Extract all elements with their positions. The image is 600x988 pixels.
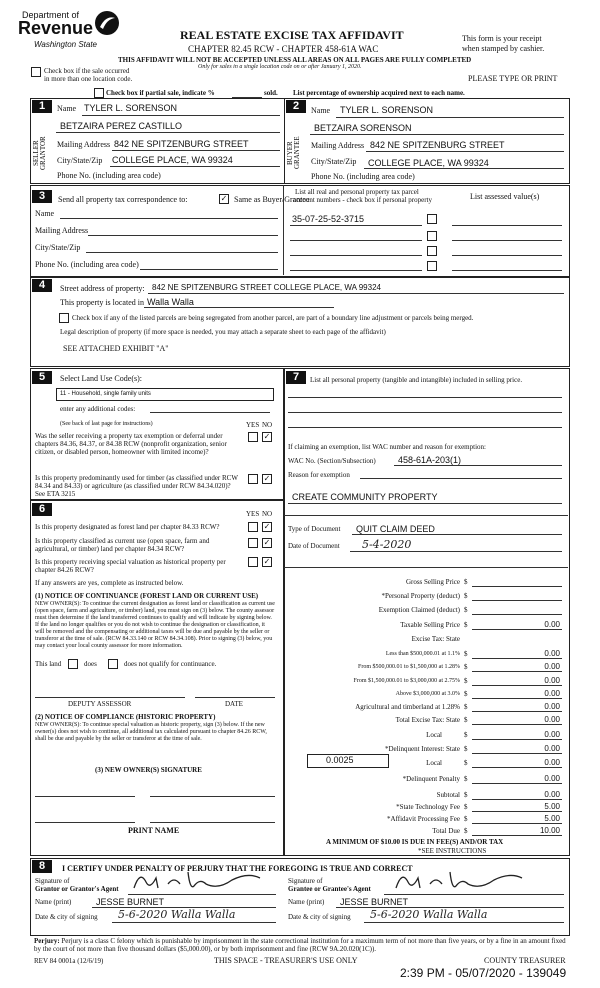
buyer-name-1[interactable]: TYLER L. SORENSON — [340, 105, 434, 115]
legal-description[interactable]: SEE ATTACHED EXHIBIT "A" — [63, 344, 169, 353]
tax-row-symbol: $ — [464, 759, 468, 767]
tax-row-value[interactable]: 5.00 — [544, 814, 560, 823]
see-back-label: (See back of last page for instructions) — [60, 421, 153, 427]
sec6-no-label: NO — [262, 510, 273, 518]
sec6-q3: Is this property receiving special valuation as historical property per chapter 84.26 RCW? — [35, 558, 226, 574]
sec5-q1-yes-checkbox[interactable] — [248, 432, 258, 442]
tax-row-symbol: $ — [464, 677, 468, 685]
same-as-buyer-label: Same as Buyer/Grantee — [234, 195, 310, 204]
form-subtitle: CHAPTER 82.45 RCW - CHAPTER 458-61A WAC — [188, 44, 379, 54]
treasurer-use-label: THIS SPACE - TREASURER'S USE ONLY — [214, 956, 358, 965]
list-percentage-label: List percentage of ownership acquired next to each name. — [293, 89, 465, 97]
sec5-q2: Is this property predominantly used for timber (as classified under RCW 84.34 and 84.33) or agriculture (as classified under RCW 84.34.020)? See ETA 3215 — [35, 474, 238, 498]
perjury-notice — [34, 937, 566, 953]
tax-row-label: *Delinquent Interest: State — [384, 745, 460, 753]
tax-row-symbol: $ — [464, 827, 468, 835]
dor-swoosh-icon — [94, 10, 120, 36]
seller-phone-label: Phone No. (including area code) — [57, 171, 161, 180]
tax-row-symbol: $ — [464, 731, 468, 739]
parcel-header-2: account numbers - check box if personal property — [293, 196, 432, 204]
buyer-name-2[interactable]: BETZAIRA SORENSON — [314, 123, 412, 133]
tax-row-label: Total Excise Tax: State — [395, 716, 460, 724]
tax-row-symbol: $ — [464, 578, 468, 586]
section-3-number: 3 — [32, 190, 52, 203]
certify-statement: I CERTIFY UNDER PENALTY OF PERJURY THAT THE FOREGOING IS TRUE AND CORRECT — [62, 864, 413, 873]
document-type[interactable]: QUIT CLAIM DEED — [356, 524, 435, 534]
tax-row-symbol: $ — [464, 803, 468, 811]
tax-row-label: Total Due — [432, 827, 460, 835]
partial-sale-checkbox[interactable] — [94, 88, 104, 98]
sold-label: sold. — [264, 89, 278, 97]
correspondence-name-label: Name — [35, 209, 55, 218]
tax-row-label: Exemption Claimed (deduct) — [378, 606, 460, 614]
grantor-date-city[interactable]: 5-6-2020 Walla Walla — [118, 908, 236, 921]
grantee-date-city[interactable]: 5-6-2020 Walla Walla — [370, 908, 488, 921]
street-address[interactable]: 842 NE SPITZENBURG STREET COLLEGE PLACE, WA 99324 — [152, 283, 381, 292]
wac-number[interactable]: 458-61A-203(1) — [398, 455, 462, 465]
personal-property-checkbox-1[interactable] — [427, 214, 437, 224]
sec6-q1-yes-checkbox[interactable] — [248, 522, 258, 532]
wac-label: WAC No. (Section/Subsection) — [288, 457, 376, 465]
grantee-signature-label-2: Grantee or Grantee's Agent — [288, 885, 371, 893]
sec6-q3-yes-checkbox[interactable] — [248, 557, 258, 567]
please-type: PLEASE TYPE OR PRINT — [468, 74, 558, 83]
only-for-note: Only for sales in a single location code on or after January 1, 2020. — [198, 64, 362, 70]
send-correspondence-label: Send all property tax correspondence to: — [58, 195, 188, 204]
land-use-select-label: Select Land Use Code(s): — [60, 374, 142, 383]
tax-row-value[interactable]: 0.00 — [544, 662, 560, 671]
tax-row-symbol: $ — [464, 745, 468, 753]
personal-property-checkbox-2[interactable] — [427, 231, 437, 241]
grantor-name-label: Name (print) — [35, 898, 72, 906]
sec6-q2-no-checkbox[interactable]: ✓ — [263, 538, 271, 547]
tax-row-symbol: $ — [464, 703, 468, 711]
grantor-signature[interactable] — [128, 868, 268, 894]
same-as-buyer-checkbox[interactable]: ✓ — [220, 194, 228, 203]
grantor-signature-label-2: Grantor or Grantor's Agent — [35, 885, 119, 893]
sec5-yes-label: YES — [246, 421, 260, 429]
parcel-number-1[interactable]: 35-07-25-52-3715 — [292, 214, 365, 224]
personal-property-checkbox-4[interactable] — [427, 261, 437, 271]
sec5-q1: Was the seller receiving a property tax exemption or deferral under chapters 84.36, 84.37, or 84.38 RCW (nonprofit organization, senior citizen, or disabled person, homeowner with limited income)? — [35, 432, 227, 456]
correspondence-city-label: City/State/Zip — [35, 243, 81, 252]
tax-row-value[interactable]: 0.00 — [544, 689, 560, 698]
legal-description-label: Legal description of property (if more space is needed, you may attach a separate sheet to each page of the affidavit) — [60, 328, 386, 336]
grantee-signature[interactable] — [390, 868, 530, 894]
section-6-number: 6 — [32, 503, 52, 516]
tax-row-label: From $1,500,000.01 to $3,000,000 at 2.75% — [353, 678, 460, 684]
tax-row-value[interactable]: 0.00 — [544, 676, 560, 685]
personal-property-checkbox-3[interactable] — [427, 246, 437, 256]
seller-grantor-label: SELLER GRANTOR — [32, 136, 47, 170]
receipt-stamp: 2:39 PM - 05/07/2020 - 139049 — [400, 966, 567, 980]
correspondence-phone-label: Phone No. (including area code) — [35, 260, 139, 269]
segregated-checkbox[interactable] — [59, 313, 69, 323]
receipt-line2: when stamped by cashier. — [462, 44, 545, 53]
dept-line3: Washington State — [34, 40, 98, 49]
tax-row-label: Local — [426, 731, 442, 739]
multi-location-label-2: in more than one location code. — [44, 75, 133, 83]
correspondence-mailing-label: Mailing Address — [35, 226, 89, 235]
deputy-date-label: DATE — [225, 700, 243, 708]
grantee-signature-label-1: Signature of — [288, 877, 323, 885]
parcel-header-1: List all real and personal property tax parcel — [295, 188, 419, 196]
does-qualify-checkbox[interactable] — [68, 659, 78, 669]
located-in-label: This property is located in — [60, 298, 144, 307]
does-label: does — [84, 660, 97, 668]
see-instructions-note: *SEE INSTRUCTIONS — [418, 847, 487, 855]
tax-row-label: Less than $500,000.01 at 1.1% — [385, 651, 460, 657]
print-name-label: PRINT NAME — [128, 826, 180, 835]
multi-location-checkbox[interactable] — [31, 67, 41, 77]
tax-row-label: Agricultural and timberland at 1.28% — [355, 703, 460, 711]
buyer-mailing-label: Mailing Address — [311, 141, 365, 150]
street-address-label: Street address of property: — [60, 284, 145, 293]
assessed-header: List assessed value(s) — [470, 192, 540, 201]
seller-mailing-label: Mailing Address — [57, 140, 111, 149]
tax-row-symbol: $ — [464, 650, 468, 658]
tax-row-symbol: $ — [464, 716, 468, 724]
section-1-number: 1 — [32, 100, 52, 113]
grantee-name-label: Name (print) — [288, 898, 325, 906]
tax-row-label: Local — [426, 759, 442, 767]
land-use-code-value: 11 - Household, single family units — [60, 391, 151, 397]
minimum-due-note: A MINIMUM OF $10.00 IS DUE IN FEE(S) AND/OR TAX — [326, 838, 504, 846]
reason-label: Reason for exemption — [288, 471, 350, 479]
seller-mailing-address[interactable]: 842 NE SPITZENBURG STREET — [114, 139, 249, 149]
sec5-q2-yes-checkbox[interactable] — [248, 474, 258, 484]
section-6-classification — [30, 500, 284, 856]
sec6-q2: Is this property classified as current use (open space, farm and agricultural, or timber) land per chapter 84.34 RCW? — [35, 537, 210, 553]
seller-name-label: Name — [57, 104, 77, 113]
document-date[interactable]: 5-4-2020 — [362, 538, 412, 551]
document-date-label: Date of Document — [288, 542, 340, 550]
does-not-qualify-label: does not qualify for continuance. — [124, 660, 217, 668]
sec5-q1-no-checkbox[interactable]: ✓ — [263, 432, 271, 441]
located-in[interactable]: Walla Walla — [147, 297, 194, 307]
notice-compliance-title: (2) NOTICE OF COMPLIANCE (HISTORIC PROPERTY) — [35, 713, 216, 721]
personal-property-title: List all personal property (tangible and intangible) included in selling price. — [310, 376, 523, 384]
sec6-q1-no-checkbox[interactable]: ✓ — [263, 522, 271, 531]
buyer-city[interactable]: COLLEGE PLACE, WA 99324 — [368, 158, 489, 168]
tax-row-value[interactable]: 0.00 — [544, 649, 560, 658]
buyer-grantee-label: BUYER GRANTEE — [286, 136, 301, 170]
county-treasurer-label: COUNTY TREASURER — [484, 956, 566, 965]
grantee-date-label: Date & city of signing — [288, 913, 351, 921]
notice-continuance-body: NEW OWNER(S): To continue the current designation as forest land or classification as current use (open space, farm and agriculture, or timber) land, you must sign on (3) below. The county assessor must then determine if the land transferred continues to qualify and will indicate by signing below. If the land no longer qualifies or you do not wish to continue the designation or classification, it will be removed and the compensating or additional taxes will be due and payable by the seller or transferor at the time of sale. (RCW 84.33.140 or RCW 84.34.108). Prior to signing (3) below, you may contact your local county assessor for more information. — [35, 601, 275, 649]
tax-row-value[interactable]: 0.00 — [544, 715, 560, 724]
segregated-label: Check box if any of the listed parcels are being segregated from another parcel, are part of a boundary line adjustment or parcels being merged. — [72, 314, 474, 322]
tax-row-label: *Affidavit Processing Fee — [387, 815, 460, 823]
partial-sale-label: Check box if partial sale, indicate % — [106, 89, 215, 97]
section-2-number: 2 — [286, 100, 306, 113]
buyer-city-label: City/State/Zip — [311, 157, 357, 166]
dor-logo — [6, 6, 126, 56]
tax-row-label: Excise Tax: State — [411, 635, 460, 643]
tax-row-label: *Delinquent Penalty — [402, 775, 460, 783]
tax-row-label: Above $3,000,000 at 3.0% — [395, 691, 460, 697]
tax-row-label: Gross Selling Price — [405, 578, 460, 586]
notice-compliance-body: NEW OWNER(S): To continue special valuation as historic property, sign (3) below. If the new owner(s) does not wish to continue, all additional tax calculated pursuant to chapter 84.26 RCW, shall be due and payable by the seller or transferor at the time of sale. — [35, 722, 267, 742]
tax-row-value[interactable]: 5.00 — [544, 802, 560, 811]
form-warning: THIS AFFIDAVIT WILL NOT BE ACCEPTED UNLESS ALL AREAS ON ALL PAGES ARE FULLY COMPLETED — [118, 56, 472, 64]
section-4-number: 4 — [32, 279, 52, 292]
does-not-qualify-checkbox[interactable] — [108, 659, 118, 669]
tax-row-symbol: $ — [464, 815, 468, 823]
tax-row-label: *State Technology Fee — [396, 803, 460, 811]
tax-row-symbol: $ — [464, 663, 468, 671]
grantor-name[interactable]: JESSE BURNET — [96, 897, 165, 907]
receipt-line1: This form is your receipt — [462, 34, 542, 43]
tax-row-symbol: $ — [464, 606, 468, 614]
grantee-name[interactable]: JESSE BURNET — [340, 897, 409, 907]
tax-row-symbol: $ — [464, 592, 468, 600]
section-5-number: 5 — [32, 371, 52, 384]
local-rate: 0.0025 — [326, 755, 354, 765]
tax-row-value[interactable]: 0.00 — [544, 730, 560, 739]
seller-name-2[interactable]: BETZAIRA PEREZ CASTILLO — [60, 121, 183, 131]
perjury-text: Perjury is a class C felony which is punishable by imprisonment in the state correctional institution for a maximum term of not more than five years, or by a fine in an amount fixed by the court of not more than five thousand dollars ($5,000.00), or by both imprisonment and fine (RCW 9A.20.020(1C)). — [34, 937, 566, 953]
tax-row-value[interactable]: 0.00 — [544, 774, 560, 783]
form-title: REAL ESTATE EXCISE TAX AFFIDAVIT — [180, 28, 404, 42]
buyer-name-label: Name — [311, 106, 331, 115]
section-8-number: 8 — [32, 860, 52, 873]
tax-row-symbol: $ — [464, 775, 468, 783]
tax-row-value[interactable]: 0.00 — [544, 758, 560, 767]
sec5-no-label: NO — [262, 421, 273, 429]
tax-row-value[interactable]: 10.00 — [539, 826, 560, 835]
document-type-label: Type of Document — [288, 525, 341, 533]
tax-row-label: From $500,000.01 to $1,500,000 at 1.28% — [358, 664, 460, 670]
sec6-yes-label: YES — [246, 510, 260, 518]
exemption-reason[interactable]: CREATE COMMUNITY PROPERTY — [292, 492, 438, 502]
seller-city-label: City/State/Zip — [57, 156, 103, 165]
form-revision: REV 84 0001a (12/6/19) — [34, 957, 104, 965]
buyer-mailing-address[interactable]: 842 NE SPITZENBURG STREET — [370, 140, 505, 150]
tax-row-symbol: $ — [464, 690, 468, 698]
notice-continuance-title: (1) NOTICE OF CONTINUANCE (FOREST LAND OR CURRENT USE) — [35, 592, 259, 600]
additional-codes-label: enter any additional codes: — [60, 405, 136, 413]
tax-row-label: *Personal Property (deduct) — [381, 592, 460, 600]
seller-city[interactable]: COLLEGE PLACE, WA 99324 — [112, 155, 233, 165]
tax-row-symbol: $ — [464, 791, 468, 799]
tax-row-symbol: $ — [464, 621, 468, 629]
dept-line2: Revenue — [18, 18, 94, 38]
tax-row-value[interactable]: 0.00 — [544, 790, 560, 799]
tax-row-value[interactable]: 0.00 — [544, 620, 560, 629]
tax-row-label: Taxable Selling Price — [400, 621, 460, 629]
if-yes-note: If any answers are yes, complete as instructed below. — [35, 579, 184, 587]
sec6-q3-no-checkbox[interactable]: ✓ — [263, 557, 271, 566]
sec6-q2-yes-checkbox[interactable] — [248, 538, 258, 548]
deputy-assessor-label: DEPUTY ASSESSOR — [68, 700, 132, 708]
sec6-q1: Is this property designated as forest land per chapter 84.33 RCW? — [35, 523, 220, 531]
seller-name-1[interactable]: TYLER L. SORENSON — [84, 103, 178, 113]
buyer-phone-label: Phone No. (including area code) — [311, 172, 415, 181]
grantor-signature-label-1: Signature of — [35, 877, 70, 885]
section-7-number: 7 — [286, 371, 306, 384]
exemption-question: If claiming an exemption, list WAC number and reason for exemption: — [288, 443, 486, 451]
dept-line1: Department of — [22, 10, 80, 20]
this-land-label: This land — [35, 660, 62, 668]
multi-location-label-1: Check box if the sale occurred — [44, 67, 130, 75]
sec5-q2-no-checkbox[interactable]: ✓ — [263, 474, 271, 483]
grantor-date-label: Date & city of signing — [35, 913, 98, 921]
perjury-label: Perjury: — [34, 937, 60, 945]
tax-row-value[interactable]: 0.00 — [544, 702, 560, 711]
tax-row-label: Subtotal — [436, 791, 460, 799]
tax-row-value[interactable]: 0.00 — [544, 744, 560, 753]
new-owner-signature-label: (3) NEW OWNER(S) SIGNATURE — [95, 766, 202, 774]
